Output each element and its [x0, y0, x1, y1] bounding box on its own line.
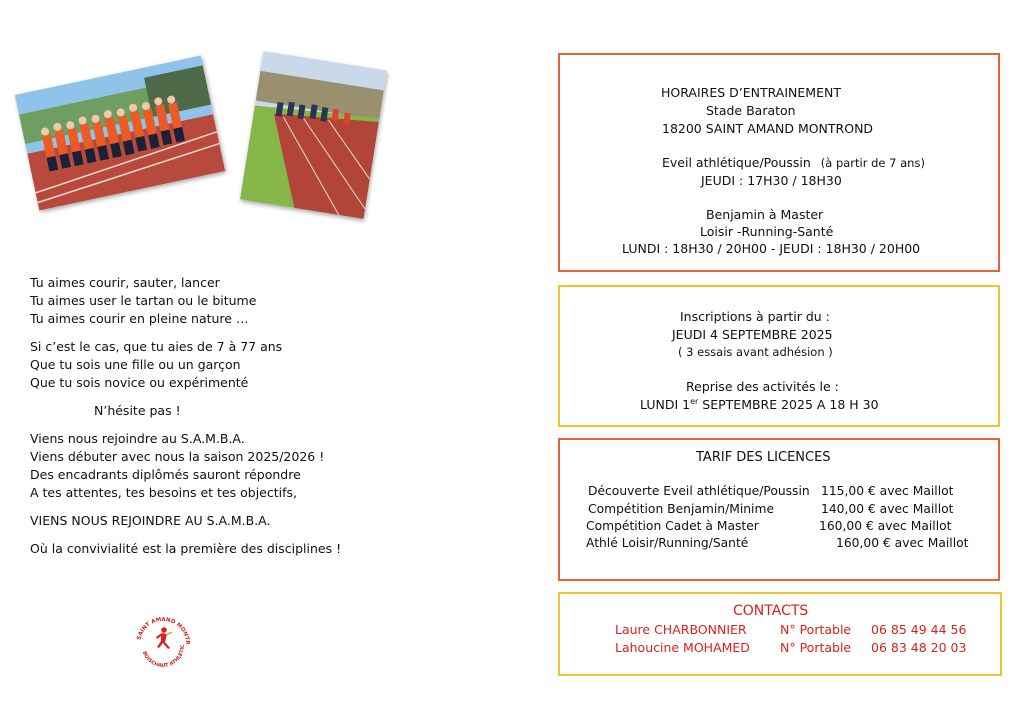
- tarif-label: Compétition Cadet à Master: [586, 519, 759, 533]
- intro-line: A tes attentes, tes besoins et tes objectifs,: [30, 485, 297, 500]
- group1-age: (à partir de 7 ans): [820, 156, 925, 170]
- intro-line: Viens nous rejoindre au S.A.M.B.A.: [30, 431, 245, 446]
- hesite-text: N’hésite pas !: [94, 403, 181, 418]
- reprise-date-sup: er: [690, 397, 699, 406]
- tarif-label: Compétition Benjamin/Minime: [588, 502, 775, 516]
- tarif-box: [558, 438, 1000, 581]
- reprise-date: [640, 397, 879, 412]
- tarif-price: 160,00 € avec Maillot: [819, 519, 952, 533]
- stade-name: Stade Baraton: [706, 103, 796, 118]
- group2-name: Benjamin à Master: [706, 207, 824, 222]
- tarif-price: 140,00 € avec Maillot: [821, 502, 954, 516]
- contacts-box: [558, 592, 1002, 676]
- contact-name: Laure CHARBONNIER: [615, 622, 747, 637]
- tarif-label: Athlé Loisir/Running/Santé: [586, 536, 749, 550]
- intro-line: Que tu sois novice ou expérimenté: [30, 375, 249, 390]
- stade-city: 18200 SAINT AMAND MONTROND: [662, 121, 874, 136]
- intro-caps: VIENS NOUS REJOINDRE AU S.A.M.B.A.: [30, 513, 271, 528]
- inscriptions-trials: ( 3 essais avant adhésion ): [678, 345, 833, 359]
- intro-line: Si c’est le cas, que tu aies de 7 à 77 ans: [30, 339, 283, 354]
- group1-label: Eveil athlétique/Poussin: [662, 155, 811, 170]
- tarif-title: TARIF DES LICENCES: [696, 450, 831, 465]
- tarif-label: Découverte Eveil athlétique/Poussin: [588, 484, 810, 498]
- contact-name: Lahoucine MOHAMED: [615, 640, 750, 655]
- tarif-row: [588, 502, 774, 516]
- intro-line: Des encadrants diplômés sauront répondre: [30, 467, 301, 482]
- group2-sub: Loisir -Running-Santé: [700, 224, 834, 239]
- reprise-date-rest: SEPTEMBRE 2025 A 18 H 30: [698, 397, 879, 413]
- intro-line: Que tu sois une fille ou un garçon: [30, 357, 241, 372]
- tarif-price: 115,00 € avec Maillot: [821, 484, 954, 498]
- group1-time: JEUDI : 17H30 / 18H30: [701, 173, 842, 188]
- svg-text:SAINT AMAND MONTROND: SAINT AMAND MONTR: [136, 616, 191, 645]
- intro-motto: Où la convivialité est la première des disciplines !: [30, 541, 342, 556]
- contact-phone: 06 85 49 44 56: [871, 622, 967, 637]
- intro-text: [30, 274, 341, 558]
- horaires-title: HORAIRES D’ENTRAINEMENT: [661, 85, 841, 100]
- intro-line: Tu aimes user le tartan ou le bitume: [30, 293, 257, 308]
- tarif-row: [586, 536, 748, 550]
- intro-line: Tu aimes courir en pleine nature …: [30, 311, 249, 326]
- club-logo: [132, 614, 194, 668]
- contact-label: N° Portable: [780, 622, 852, 637]
- intro-line: Viens débuter avec nous la saison 2025/2026 !: [30, 449, 325, 464]
- reprise-line: Reprise des activités le :: [686, 379, 839, 394]
- horaires-box: [558, 53, 1000, 272]
- contacts-title: CONTACTS: [733, 603, 809, 619]
- svg-text:BOISCHAUT ATHLETIC: BOISCHAUT ATHLETIC: [140, 644, 187, 668]
- contact-phone: 06 83 48 20 03: [871, 640, 967, 655]
- intro-line: Tu aimes courir, sauter, lancer: [30, 275, 220, 290]
- contact-label: N° Portable: [780, 640, 852, 655]
- inscriptions-date: JEUDI 4 SEPTEMBRE 2025: [672, 327, 833, 342]
- inscriptions-line1: Inscriptions à partir du :: [680, 309, 830, 324]
- running-track-photo: [240, 51, 387, 219]
- group1-name: [662, 155, 925, 170]
- team-photo: [15, 56, 225, 211]
- tarif-row: [586, 519, 759, 533]
- inscriptions-box: [558, 285, 1000, 427]
- reprise-date-day: LUNDI 1: [640, 397, 691, 413]
- group2-time: LUNDI : 18H30 / 20H00 - JEUDI : 18H30 / 20H00: [622, 241, 921, 256]
- tarif-row: [588, 484, 810, 498]
- tarif-price: 160,00 € avec Maillot: [836, 536, 969, 550]
